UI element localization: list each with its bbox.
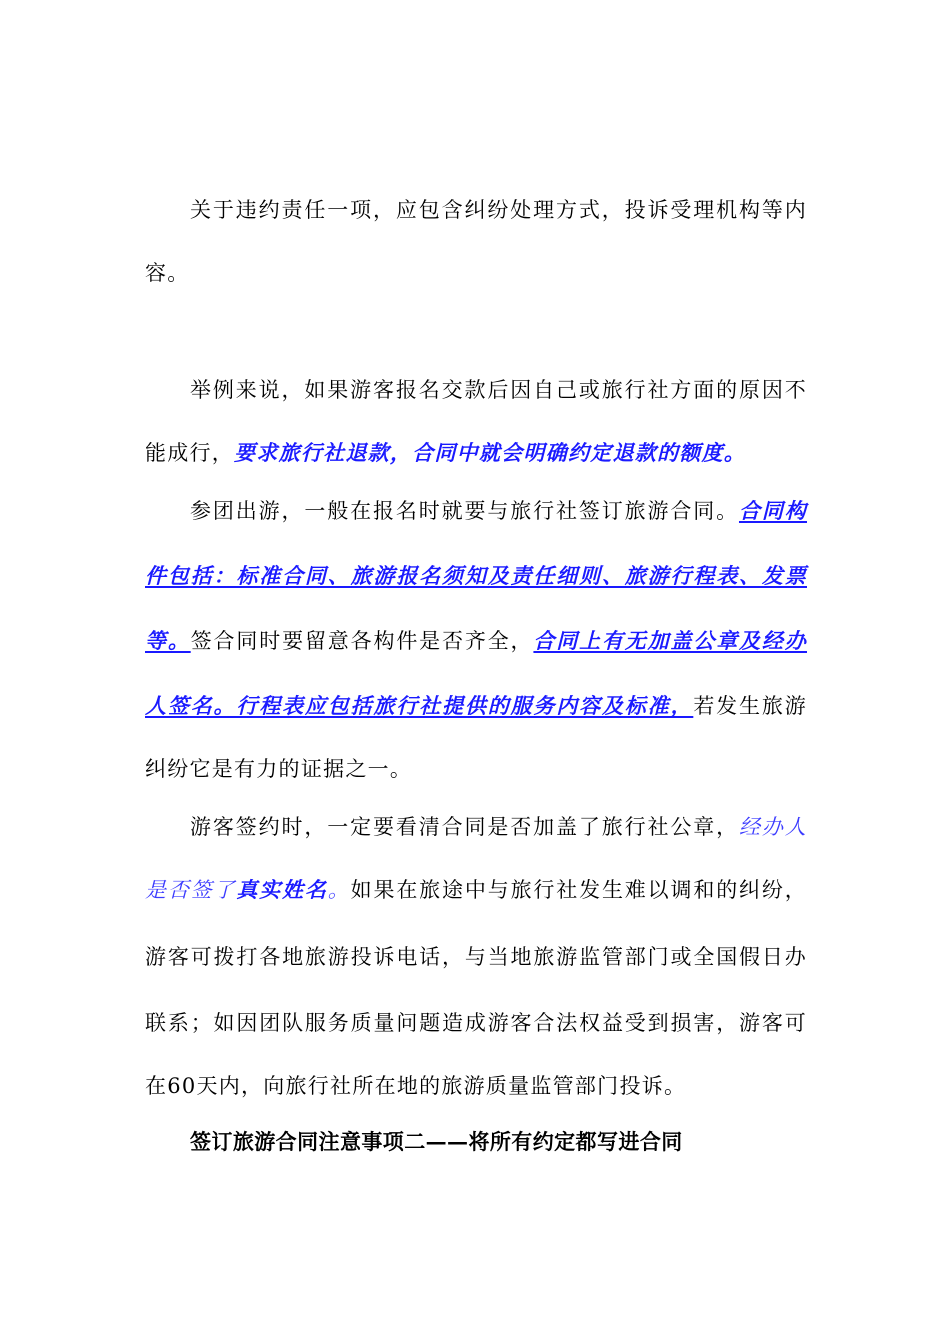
paragraph-3-text: 参团出游，一般在报名时就要与旅行社签订旅游合同。 <box>190 499 739 523</box>
agent-soft-text: 经办人 <box>738 815 807 839</box>
paragraph-3-line-4 <box>145 692 807 720</box>
paragraph-4-text: 游客签约时，一定要看清合同是否加盖了旅行社公章， <box>190 815 739 839</box>
paragraph-2-line-2 <box>145 439 807 467</box>
paragraph-2-line-1: 举例来说，如果游客报名交款后因自己或旅行社方面的原因不 <box>190 378 807 402</box>
paragraph-3-line-2 <box>145 562 807 590</box>
paragraph-2-emphasis: 要求旅行社退款，合同中就会明确约定退款的额度。 <box>234 440 747 465</box>
paragraph-4-text-2: 如果在旅途中与旅行社发生难以调和的纠纷， <box>350 878 807 902</box>
real-name-emphasis: 真实姓名 <box>236 877 328 902</box>
paragraph-4-line-1 <box>190 813 807 841</box>
paragraph-4-line-2 <box>145 876 807 904</box>
paragraph-4-line-4: 联系；如因团队服务质量问题造成游客合法权益受到损害，游客可 <box>145 1011 807 1035</box>
paragraph-1-line-2: 容。 <box>145 261 190 285</box>
section-heading: 签订旅游合同注意事项二——将所有约定都写进合同 <box>190 1129 683 1154</box>
paragraph-4-line-5: 在60天内，向旅行社所在地的旅游质量监管部门投诉。 <box>145 1074 687 1098</box>
paragraph-2-text: 能成行， <box>145 441 235 465</box>
paragraph-3-line-3 <box>145 627 807 655</box>
seal-signature-link-cont[interactable]: 人签名。行程表应包括旅行社提供的服务内容及标准， <box>145 693 694 718</box>
paragraph-3-text-2: 签合同时要留意各构件是否齐全， <box>190 629 534 653</box>
paragraph-1-line-1: 关于违约责任一项，应包含纠纷处理方式，投诉受理机构等内 <box>190 198 807 222</box>
signed-soft-text: 是否签了 <box>145 878 237 902</box>
paragraph-3-line-1 <box>190 497 807 525</box>
paragraph-3-line-5: 纠纷它是有力的证据之一。 <box>145 757 413 781</box>
soft-period: 。 <box>327 878 351 902</box>
seal-signature-link[interactable]: 合同上有无加盖公章及经办 <box>533 628 807 653</box>
contract-components-link[interactable]: 合同构 <box>738 498 807 523</box>
contract-components-link-cont[interactable]: 件包括：标准合同、旅游报名须知及责任细则、旅游行程表、发票 <box>145 563 807 588</box>
contract-components-link-end[interactable]: 等。 <box>145 628 191 653</box>
paragraph-3-text-3: 若发生旅游 <box>693 694 807 718</box>
paragraph-4-line-3: 游客可拨打各地旅游投诉电话，与当地旅游监管部门或全国假日办 <box>145 945 807 969</box>
